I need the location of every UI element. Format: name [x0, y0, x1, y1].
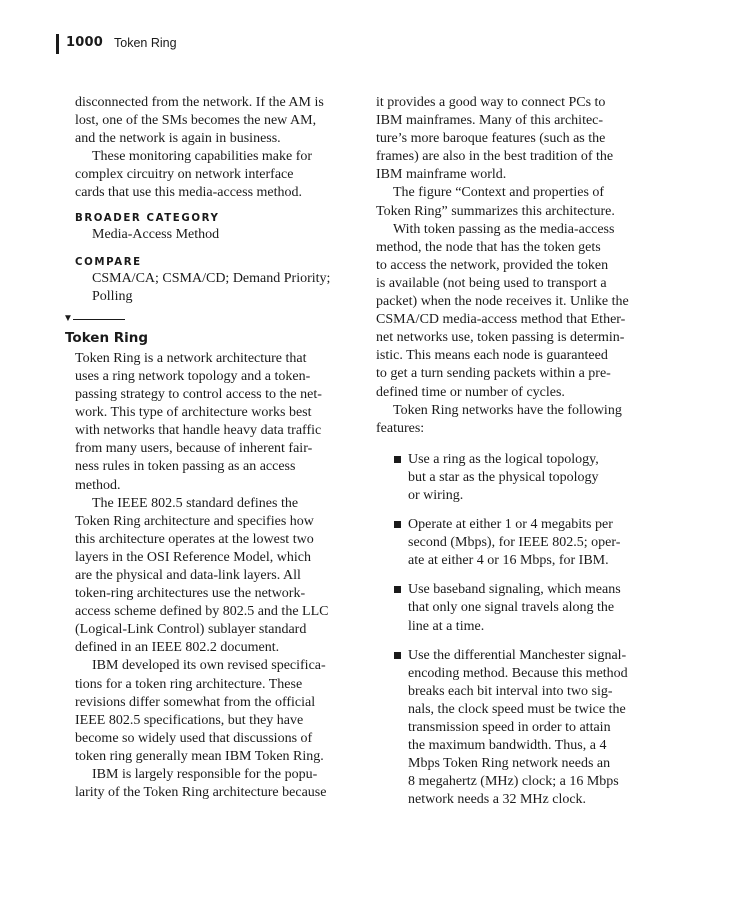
- paragraph: [75, 350, 355, 495]
- text-line: The figure “Context and properties of: [393, 185, 605, 201]
- text-line: work. This type of architecture works best: [75, 405, 312, 421]
- compare-value: CSMA/CA; CSMA/CD; Demand Priority;: [92, 270, 331, 286]
- text-line: Use baseband signaling, which means: [408, 582, 621, 598]
- text-line: Token Ring networks have the following: [393, 402, 622, 418]
- text-line: with networks that handle heavy data traffic: [75, 423, 322, 439]
- text-line: token-ring architectures use the network-: [75, 586, 306, 602]
- paragraph: [376, 402, 646, 438]
- triangle-marker-icon: ▼: [63, 312, 73, 324]
- text-line: IEEE 802.5 specifications, but they have: [75, 712, 304, 728]
- text-line: complex circuitry on network interface: [75, 167, 294, 183]
- text-line: IBM mainframe world.: [376, 167, 507, 183]
- text-line: method, the node that has the token gets: [376, 239, 601, 255]
- text-line: CSMA/CD media-access method that Ether-: [376, 312, 626, 328]
- broader-category-label: BROADER CATEGORY: [75, 212, 220, 224]
- text-line: that only one signal travels along the: [408, 600, 615, 616]
- square-bullet-icon: [394, 586, 401, 593]
- text-line: revisions differ somewhat from the official: [75, 694, 316, 710]
- paragraph: [75, 495, 355, 658]
- text-line: istic. This means each node is guaranteed: [376, 348, 608, 364]
- text-line: lost, one of the SMs becomes the new AM,: [75, 113, 317, 129]
- text-line: breaks each bit interval into two sig-: [408, 683, 613, 699]
- text-line: ness rules in token passing as an access: [75, 459, 296, 475]
- text-line: from many users, because of inherent fair-: [75, 441, 313, 457]
- text-line: Token Ring is a network architecture that: [75, 350, 307, 366]
- text-line: frames) are also in the best tradition of the: [376, 149, 614, 165]
- text-line: method.: [75, 477, 121, 493]
- text-line: packet) when the node receives it. Unlike the: [376, 294, 629, 310]
- square-bullet-icon: [394, 652, 401, 659]
- text-line: to get a turn sending packets within a pre-: [376, 366, 611, 382]
- text-line: access scheme defined by 802.5 and the LLC: [75, 604, 329, 620]
- text-line: 8 megahertz (MHz) clock; a 16 Mbps: [408, 774, 619, 790]
- header-rule: [56, 34, 59, 54]
- intro-paragraph-2: [75, 148, 355, 202]
- paragraph: [75, 766, 355, 802]
- text-line: the maximum bandwidth. Thus, a 4: [408, 738, 607, 754]
- text-line: IBM developed its own revised specifica-: [92, 658, 326, 674]
- text-line: IBM is largely responsible for the popu-: [92, 767, 318, 782]
- text-line: is available (not being used to transport a: [376, 275, 607, 291]
- text-line: layers in the OSI Reference Model, which: [75, 549, 311, 565]
- text-line: disconnected from the network. If the AM is: [75, 95, 324, 110]
- text-line: tions for a token ring architecture. These: [75, 676, 303, 692]
- text-line: Operate at either 1 or 4 megabits per: [408, 517, 613, 533]
- square-bullet-icon: [394, 521, 401, 528]
- text-line: transmission speed in order to attain: [408, 720, 611, 735]
- text-line: nals, the clock speed must be twice the: [408, 701, 626, 717]
- text-line: With token passing as the media-access: [393, 221, 615, 237]
- text-line: passing strategy to control access to the net-: [75, 387, 322, 403]
- intro-paragraph: [75, 94, 355, 148]
- paragraph: [75, 657, 355, 766]
- text-line: line at a time.: [408, 618, 485, 634]
- text-line: IBM mainframes. Many of this architec-: [376, 113, 604, 129]
- running-title: Token Ring: [114, 36, 177, 50]
- list-item: [376, 581, 646, 635]
- broader-category-value: Media-Access Method: [92, 226, 220, 242]
- text-line: second (Mbps), for IEEE 802.5; oper-: [408, 535, 621, 551]
- text-line: or wiring.: [408, 487, 464, 503]
- paragraph: [376, 184, 646, 220]
- text-line: defined in an IEEE 802.2 document.: [75, 640, 280, 656]
- text-line: features:: [376, 420, 425, 436]
- text-line: to access the network, provided the token: [376, 257, 609, 273]
- text-line: token ring generally mean IBM Token Ring.: [75, 748, 324, 764]
- text-line: larity of the Token Ring architecture because: [75, 785, 327, 801]
- compare-label: COMPARE: [75, 256, 142, 268]
- entry-rule: [73, 319, 125, 320]
- text-line: ate at either 4 or 16 Mbps, for IBM.: [408, 553, 609, 569]
- paragraph: [376, 94, 646, 184]
- entry-title: Token Ring: [65, 329, 149, 346]
- square-bullet-icon: [394, 456, 401, 463]
- text-line: These monitoring capabilities make for: [92, 149, 313, 165]
- page-number: 1000: [66, 35, 103, 50]
- paragraph: [376, 221, 646, 402]
- text-line: Use a ring as the logical topology,: [408, 451, 599, 467]
- text-line: Token Ring architecture and specifies how: [75, 513, 314, 529]
- text-line: and the network is again in business.: [75, 131, 281, 147]
- text-line: cards that use this media-access method.: [75, 185, 303, 201]
- text-line: (Logical-Link Control) sublayer standard: [75, 622, 307, 638]
- feature-list: [376, 451, 646, 810]
- text-line: Token Ring” summarizes this architecture.: [376, 203, 615, 219]
- left-column: [63, 94, 355, 802]
- text-line: net networks use, token passing is determin-: [376, 330, 625, 346]
- text-line: encoding method. Because this method: [408, 665, 628, 681]
- text-line: ture’s more baroque features (such as the: [376, 131, 606, 147]
- right-column: [376, 94, 646, 820]
- text-line: Use the differential Manchester signal-: [408, 647, 627, 663]
- text-line: The IEEE 802.5 standard defines the: [92, 495, 299, 511]
- compare-value: Polling: [92, 288, 133, 304]
- text-line: it provides a good way to connect PCs to: [376, 95, 606, 110]
- list-item: [376, 451, 646, 505]
- text-line: uses a ring network topology and a token-: [75, 368, 311, 384]
- list-item: [376, 516, 646, 570]
- text-line: defined time or number of cycles.: [376, 384, 565, 400]
- text-line: are the physical and data-link layers. All: [75, 567, 301, 583]
- entry-heading: [63, 314, 355, 350]
- text-line: but a star as the physical topology: [408, 469, 599, 485]
- text-line: Mbps Token Ring network needs an: [408, 756, 611, 772]
- text-line: become so widely used that discussions of: [75, 730, 313, 746]
- text-line: network needs a 32 MHz clock.: [408, 792, 587, 808]
- list-item: [376, 647, 646, 810]
- text-line: this architecture operates at the lowest two: [75, 531, 314, 547]
